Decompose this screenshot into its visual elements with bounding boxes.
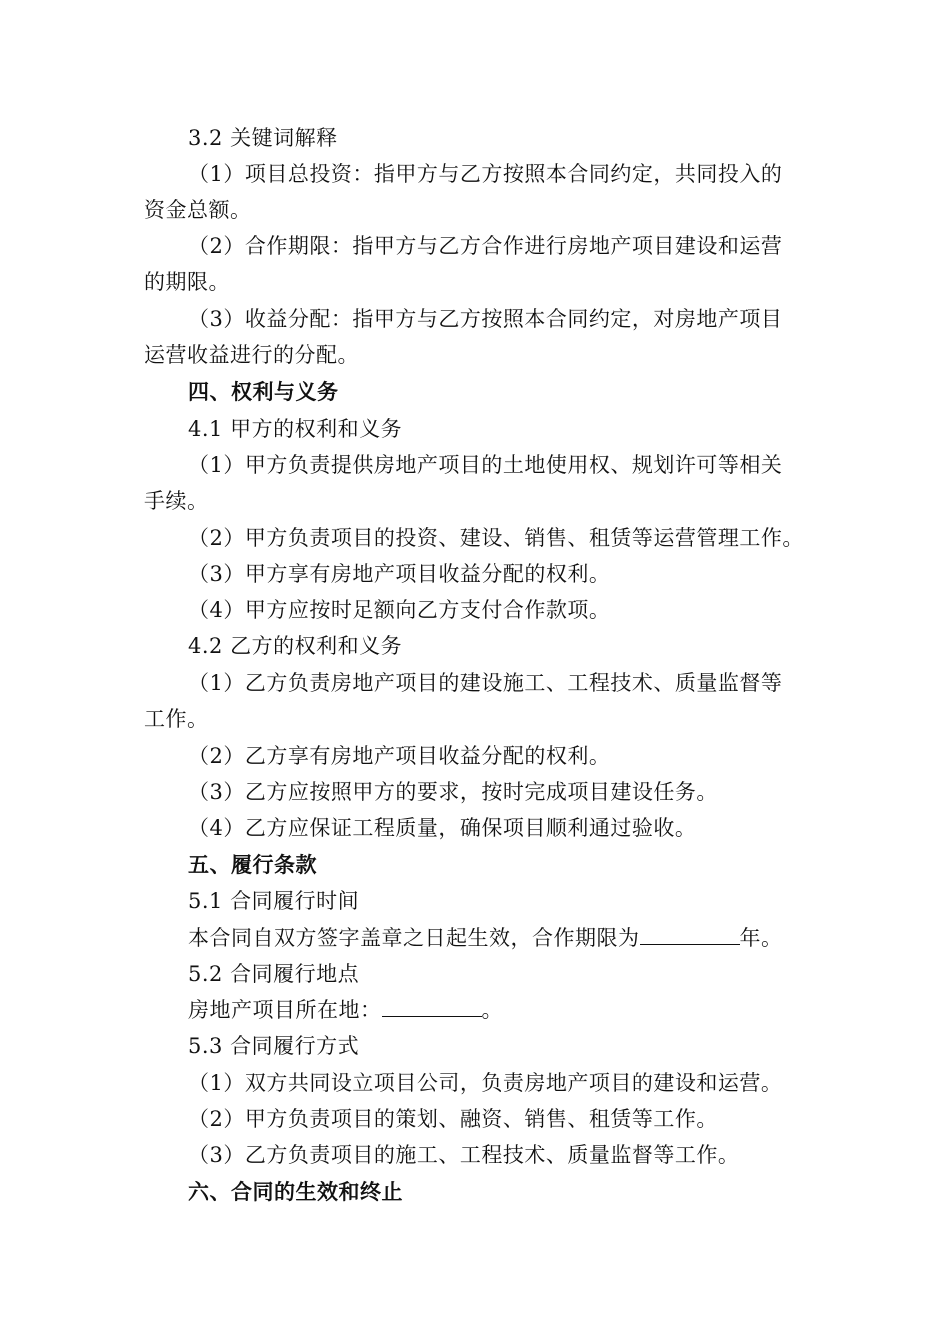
section-5-title: 五、履行条款: [188, 852, 317, 877]
section-4-2-heading: 4.2 乙方的权利和义务: [188, 634, 403, 658]
place-suffix: 。: [481, 998, 503, 1022]
paragraph-line: 工作。: [144, 707, 209, 731]
contract-place-line: [188, 996, 503, 1024]
paragraph-line: （3）收益分配：指甲方与乙方按照本合同约定，对房地产项目: [188, 307, 783, 331]
section-5-1-heading: 5.1 合同履行时间: [188, 889, 360, 913]
section-5-2-heading: 5.2 合同履行地点: [188, 962, 360, 986]
section-3-2-heading: 3.2 关键词解释: [188, 126, 338, 150]
paragraph-line: 手续。: [144, 489, 209, 513]
paragraph-line: （3）乙方负责项目的施工、工程技术、质量监督等工作。: [188, 1143, 740, 1167]
section-5-3-heading: 5.3 合同履行方式: [188, 1034, 360, 1058]
term-years-blank: [640, 924, 740, 945]
term-text: 本合同自双方签字盖章之日起生效，合作期限为: [188, 926, 640, 950]
paragraph-line: （1）乙方负责房地产项目的建设施工、工程技术、质量监督等: [188, 671, 783, 695]
paragraph-line: 的期限。: [144, 270, 230, 294]
paragraph-line: （1）项目总投资：指甲方与乙方按照本合同约定，共同投入的: [188, 162, 783, 186]
paragraph-line: （4）乙方应保证工程质量，确保项目顺利通过验收。: [188, 816, 697, 840]
term-suffix: 年。: [739, 926, 783, 950]
paragraph-line: （3）乙方应按照甲方的要求，按时完成项目建设任务。: [188, 780, 718, 804]
contract-term-line: [188, 924, 783, 952]
paragraph-line: 资金总额。: [144, 198, 252, 222]
section-4-title: 四、权利与义务: [188, 379, 339, 404]
paragraph-line: （1）双方共同设立项目公司，负责房地产项目的建设和运营。: [188, 1071, 783, 1095]
paragraph-line: （2）乙方享有房地产项目收益分配的权利。: [188, 744, 611, 768]
paragraph-line: （2）甲方负责项目的投资、建设、销售、租赁等运营管理工作。: [188, 526, 804, 550]
section-4-1-heading: 4.1 甲方的权利和义务: [188, 417, 403, 441]
paragraph-line: （1）甲方负责提供房地产项目的土地使用权、规划许可等相关: [188, 453, 783, 477]
place-blank: [382, 996, 482, 1017]
paragraph-line: （3）甲方享有房地产项目收益分配的权利。: [188, 562, 611, 586]
paragraph-line: （2）甲方负责项目的策划、融资、销售、租赁等工作。: [188, 1107, 718, 1131]
paragraph-line: （2）合作期限：指甲方与乙方合作进行房地产项目建设和运营: [188, 234, 783, 258]
section-6-title: 六、合同的生效和终止: [188, 1179, 403, 1204]
place-text: 房地产项目所在地：: [188, 998, 382, 1022]
paragraph-line: 运营收益进行的分配。: [144, 343, 359, 367]
paragraph-line: （4）甲方应按时足额向乙方支付合作款项。: [188, 598, 611, 622]
